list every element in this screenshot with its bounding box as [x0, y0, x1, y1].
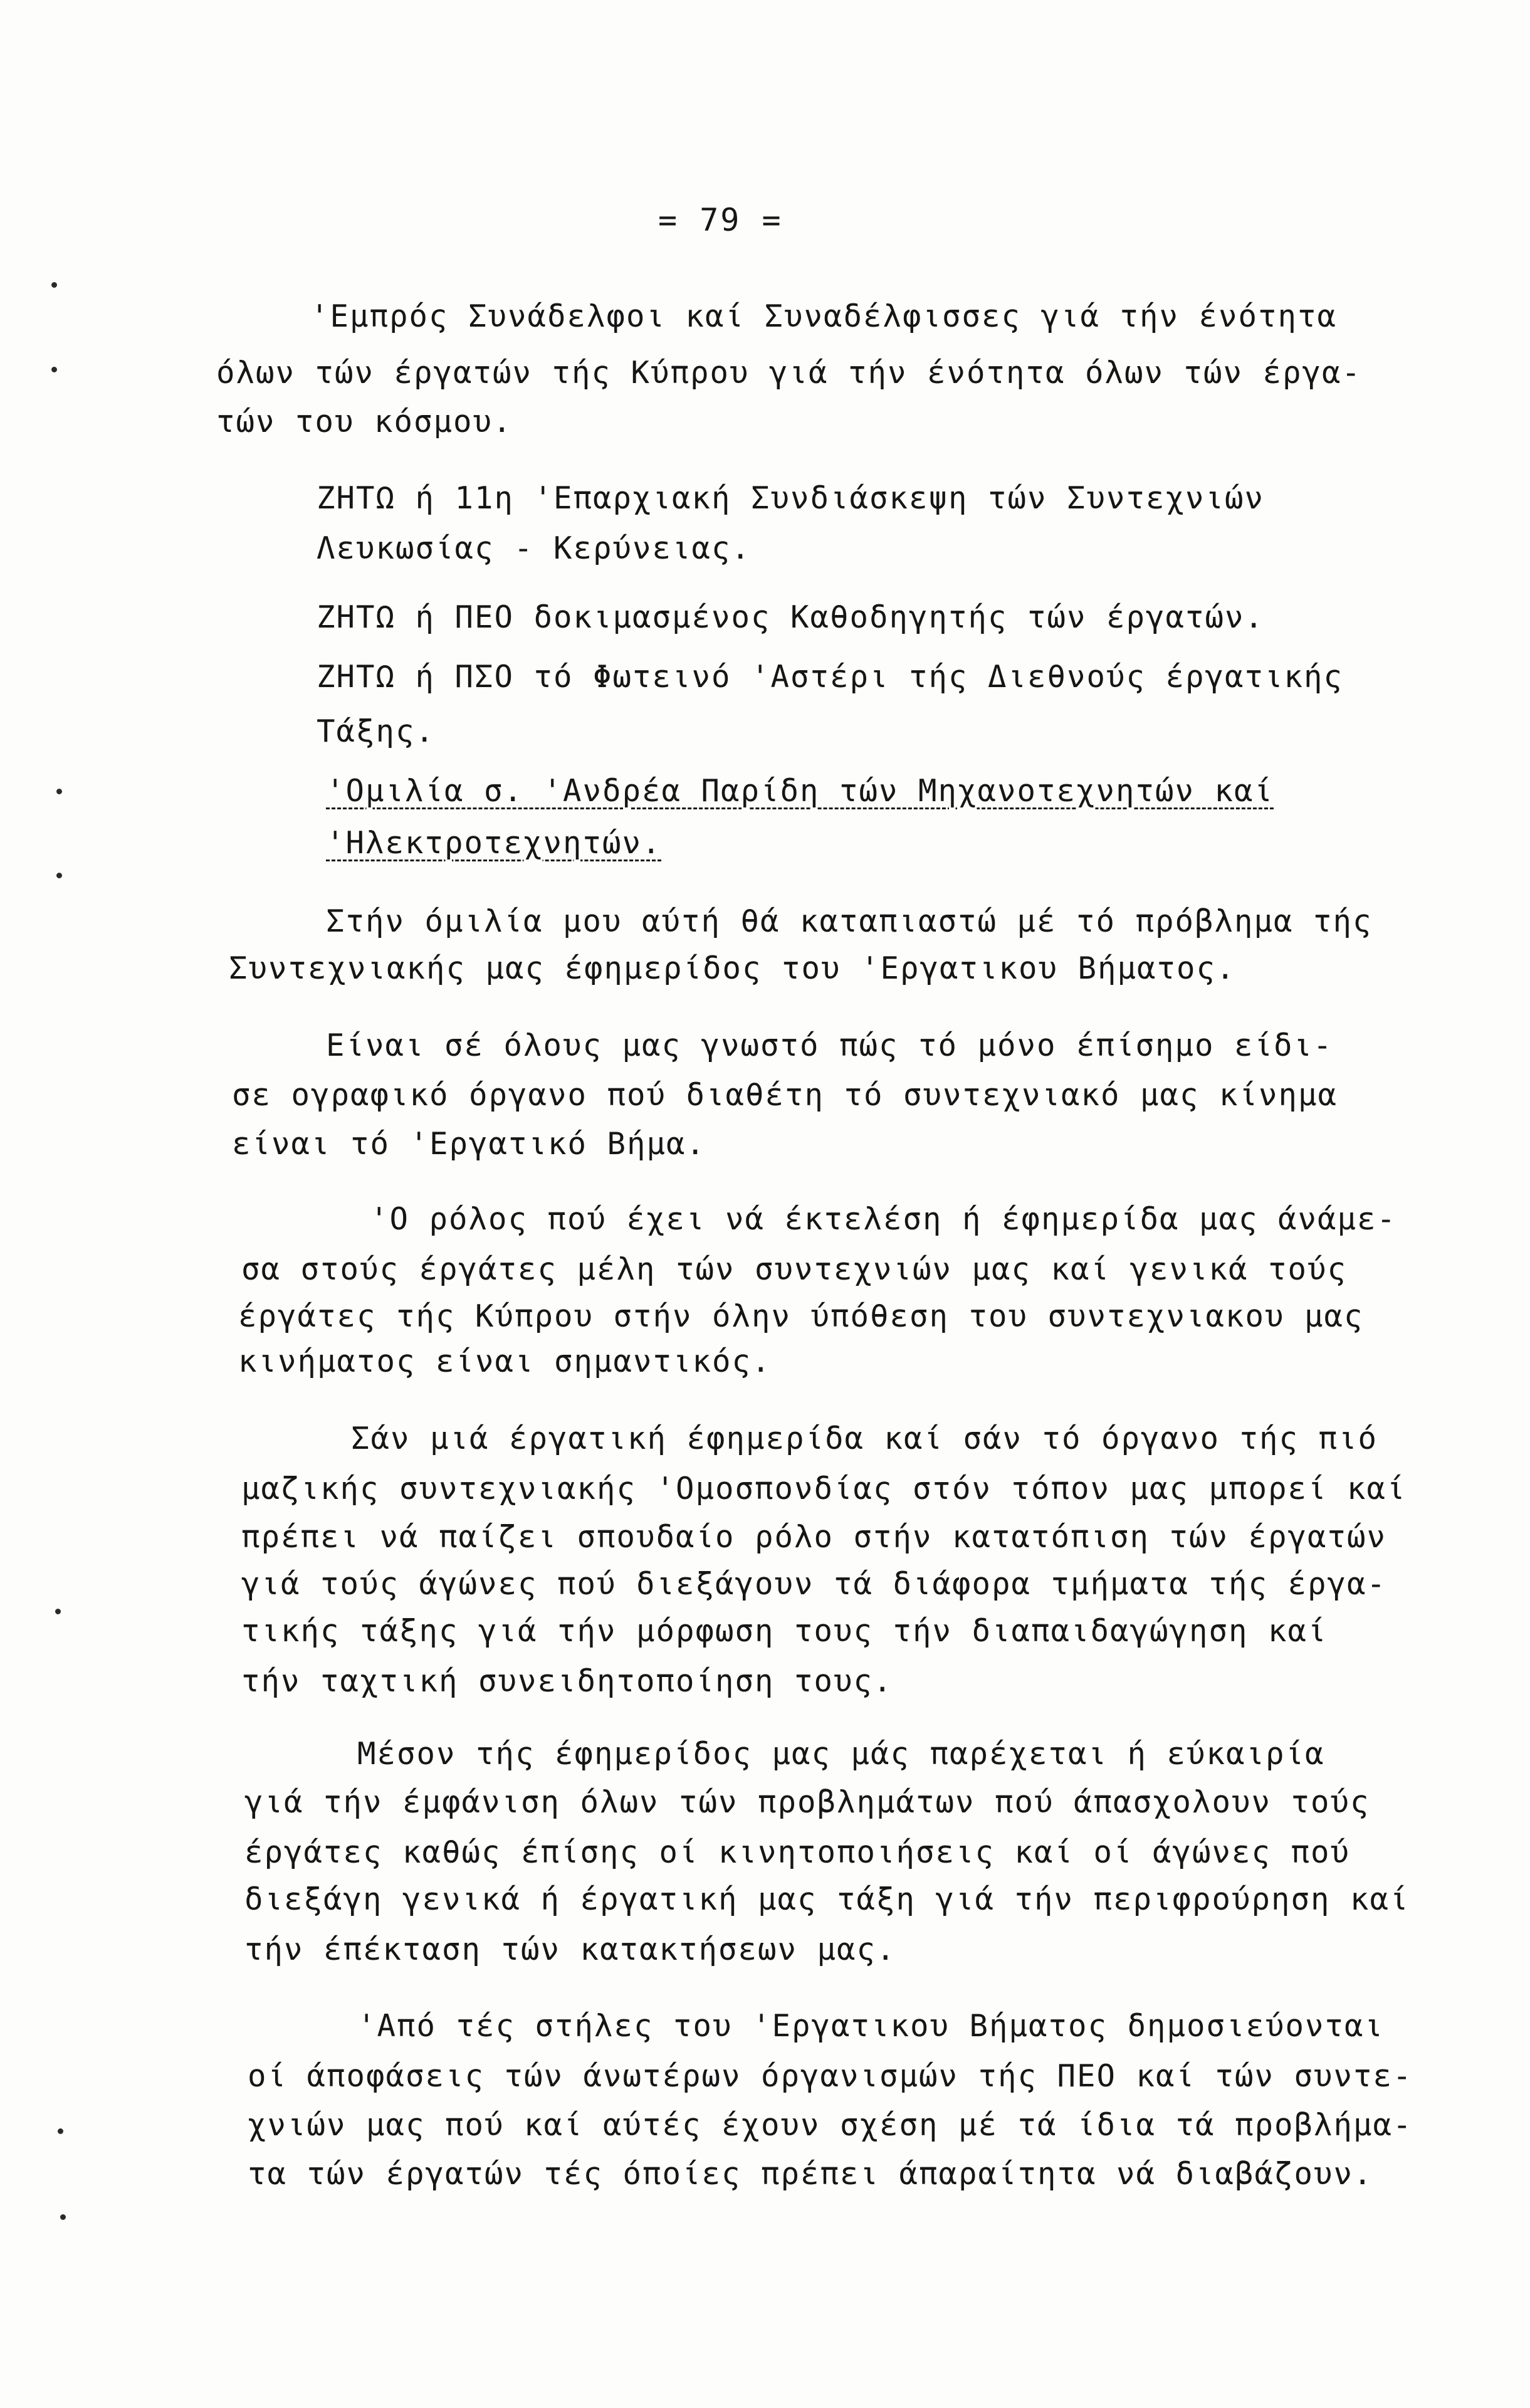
page-number: = 79 =	[658, 202, 783, 238]
paragraph-8-line-2: σα στούς έργάτες μέλη τών συντεχνιών μας καί γενικά τούς	[241, 1251, 1348, 1287]
paragraph-4-line-2: Τάξης.	[317, 713, 436, 749]
paragraph-3-line-1: ΖΗΤΩ ή ΠΕΟ δοκιμασμένος Καθοδηγητής τών έργατών.	[317, 599, 1265, 635]
paragraph-8-line-1: 'Ο ρόλος πού έχει νά έκτελέση ή έφημερίδα μας άνάμε-	[370, 1201, 1397, 1237]
paragraph-6-line-1: Στήν όμιλία μου αύτή θά καταπιαστώ μέ τό πρόβλημα τής	[326, 903, 1373, 939]
paragraph-11-line-2: οί άποφάσεις τών άνωτέρων όργανισμών τής ΠΕΟ καί τών συντε-	[248, 2058, 1413, 2094]
paragraph-1-line-1: 'Εμπρός Συνάδελφοι καί Συναδέλφισσες γιά τήν ένότητα	[310, 298, 1338, 334]
speech-heading-line-2: 'Ηλεκτροτεχνητών.	[326, 825, 662, 861]
paragraph-4-line-1: ΖΗΤΩ ή ΠΣΟ τό Φωτεινό 'Αστέρι τής Διεθνούς έργατικής	[317, 659, 1344, 695]
paragraph-7-line-2: σε ογραφικό όργανο πού διαθέτη τό συντεχνιακό μας κίνημα	[232, 1077, 1338, 1113]
speech-heading-line-1: 'Ομιλία σ. 'Ανδρέα Παρίδη τών Μηχανοτεχνητών καί	[326, 773, 1274, 809]
paragraph-6-line-2: Συντεχνιακής μας έφημερίδος του 'Εργατικου Βήματος.	[229, 950, 1236, 986]
scan-speck	[51, 367, 57, 372]
paragraph-10-line-4: διεξάγη γενικά ή έργατική μας τάξη γιά τήν περιφρούρηση καί	[244, 1881, 1410, 1917]
paragraph-10-line-5: τήν έπέκταση τών κατακτήσεων μας.	[244, 1932, 896, 1967]
paragraph-2-line-2: Λευκωσίας - Κερύνειας.	[317, 530, 752, 566]
paragraph-11-line-4: τα τών έργατών τές όποίες πρέπει άπαραίτητα νά διαβάζουν.	[248, 2156, 1373, 2192]
scan-speck	[56, 789, 62, 794]
paragraph-9-line-5: τικής τάξης γιά τήν μόρφωση τους τήν διαπαιδαγώγηση καί	[241, 1613, 1328, 1649]
paragraph-9-line-1: Σάν μιά έργατική έφημερίδα καί σάν τό όργανο τής πιό	[351, 1421, 1378, 1456]
paragraph-8-line-4: κινήματος είναι σημαντικός.	[238, 1343, 772, 1379]
paragraph-9-line-3: πρέπει νά παίζει σπουδαίο ρόλο στήν κατατόπιση τών έργατών	[241, 1519, 1387, 1555]
paragraph-7-line-3: είναι τό 'Εργατικό Βήμα.	[232, 1126, 706, 1162]
scan-speck	[51, 282, 57, 288]
paragraph-9-line-6: τήν ταχτική συνειδητοποίηση τους.	[241, 1663, 893, 1699]
scan-speck	[56, 873, 62, 878]
paragraph-10-line-1: Μέσον τής έφημερίδος μας μάς παρέχεται ή εύκαιρία	[357, 1736, 1325, 1772]
scan-speck	[58, 2128, 63, 2134]
paragraph-10-line-3: έργάτες καθώς έπίσης οί κινητοποιήσεις καί οί άγώνες πού	[244, 1834, 1351, 1870]
scan-speck	[60, 2214, 66, 2220]
paragraph-11-line-1: 'Από τές στήλες του 'Εργατικου Βήματος δημοσιεύονται	[357, 2008, 1385, 2044]
paragraph-1-line-2: όλων τών έργατών τής Κύπρου γιά τήν ένότητα όλων τών έργα-	[216, 355, 1362, 391]
paragraph-10-line-2: γιά τήν έμφάνιση όλων τών προβλημάτων πού άπασχολουν τούς	[244, 1784, 1370, 1820]
paragraph-2-line-1: ΖΗΤΩ ή 11η 'Επαρχιακή Συνδιάσκεψη τών Συντεχνιών	[317, 480, 1265, 516]
paragraph-8-line-3: έργάτες τής Κύπρου στήν όλην ύπόθεση του συντεχνιακου μας	[238, 1298, 1364, 1334]
paragraph-9-line-2: μαζικής συντεχνιακής 'Ομοσπονδίας στόν τόπον μας μπορεί καί	[241, 1471, 1407, 1506]
scan-speck	[55, 1609, 61, 1614]
paragraph-1-line-3: τών του κόσμου.	[216, 404, 513, 439]
paragraph-9-line-4: γιά τούς άγώνες πού διεξάγουν τά διάφορα τμήματα τής έργα-	[241, 1566, 1387, 1602]
paragraph-7-line-1: Είναι σέ όλους μας γνωστό πώς τό μόνο έπίσημο είδι-	[326, 1028, 1333, 1063]
paragraph-11-line-3: χνιών μας πού καί αύτές έχουν σχέση μέ τά ίδια τά προβλήμα-	[248, 2107, 1413, 2143]
